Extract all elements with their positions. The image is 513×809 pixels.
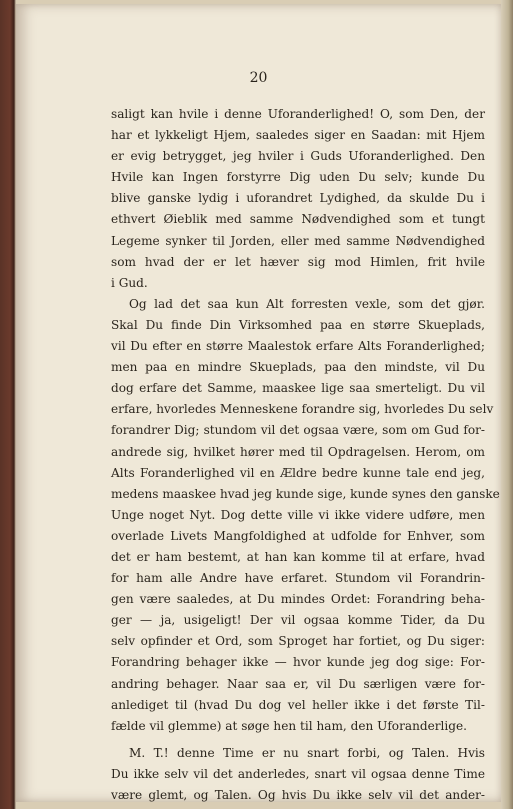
text-line: Forandring behager ikke — hvor kunde jeg dog sige: For- <box>111 655 485 670</box>
text-line: vil Du efter en større Maalestok erfare Alts Foranderlighed; <box>111 339 485 354</box>
text-line: Du ikke selv vil det anderledes, snart vil ogsaa denne Time <box>111 766 485 781</box>
text-line: Alts Foranderlighed vil en Ældre bedre kunne tale end jeg, <box>111 465 485 480</box>
text-line: andring behager. Naar saa er, vil Du særligen være for- <box>111 676 485 691</box>
text-line: Hvile kan Ingen forstyrre Dig uden Du selv; kunde Du <box>111 170 485 185</box>
text-line: M. T.! denne Time er nu snart forbi, og Talen. Hvis <box>129 745 485 760</box>
text-line: fælde vil glemme) at søge hen til ham, den Uforanderlige. <box>111 718 468 733</box>
text-line: Unge noget Nyt. Dog dette ville vi ikke videre udføre, men <box>111 507 485 522</box>
page-number: 20 <box>249 70 268 86</box>
text-line: Og lad det saa kun Alt forresten vexle, som det gjør. <box>129 296 485 311</box>
text-line: ethvert Øieblik med samme Nødvendighed som et tungt <box>111 212 485 227</box>
text-line: selv opfinder et Ord, som Sproget har fortiet, og Du siger: <box>111 634 485 649</box>
text-line: Legeme synker til Jorden, eller med samme Nødvendighed <box>111 233 485 248</box>
text-line: i Gud. <box>111 275 148 290</box>
text-line: har et lykkeligt Hjem, saaledes siger en Saadan: mit Hjem <box>111 128 485 143</box>
text-line: Skal Du finde Din Virksomhed paa en større Skueplads, <box>111 317 485 332</box>
text-line: ger — ja, usigeligt! Der vil ogsaa komme Tider, da Du <box>111 613 485 628</box>
text-line: erfare, hvorledes Menneskene forandre sig, hvorledes Du selv <box>111 402 494 417</box>
text-line: er evig betrygget, jeg hviler i Guds Uforanderlighed. Den <box>111 149 485 164</box>
text-line: overlade Livets Mangfoldighed at udfolde for Enhver, som <box>111 528 485 543</box>
text-line: dog erfare det Samme, maaskee lige saa smerteligt. Du vil <box>111 381 485 396</box>
text-line: være glemt, og Talen. Og hvis Du ikke selv vil det ander- <box>111 788 485 802</box>
text-line: anlediget til (hvad Du dog vel heller ikke i det første Til- <box>111 697 485 712</box>
paragraph <box>111 104 485 294</box>
text-line: gen være saaledes, at Du mindes Ordet: Forandring beha- <box>111 592 485 607</box>
page-text <box>111 104 500 806</box>
page-edge <box>501 0 513 809</box>
text-line: for ham alle Andre have erfaret. Stundom vil Forandrin- <box>111 571 485 586</box>
paragraph <box>111 743 485 806</box>
text-line: som hvad der er let hæver sig mod Himlen, frit hvile <box>111 254 485 269</box>
text-line: det er ham bestemt, at han kan komme til at erfare, hvad <box>111 549 485 564</box>
text-line: forandrer Dig; stundom vil det ogsaa være, som om Gud for- <box>111 423 485 438</box>
text-line: medens maaskee hvad jeg kunde sige, kunde synes den ganske <box>111 486 500 501</box>
text-line: saligt kan hvile i denne Uforanderlighed! O, som Den, der <box>111 107 485 121</box>
paragraph <box>111 294 500 737</box>
book-page <box>16 4 501 802</box>
text-line: men paa en mindre Skueplads, paa den mindste, vil Du <box>111 360 485 375</box>
text-line: andrede sig, hvilket hører med til Opdragelsen. Herom, om <box>111 444 485 459</box>
text-line: blive ganske lydig i uforandret Lydighed, da skulde Du i <box>111 191 485 206</box>
